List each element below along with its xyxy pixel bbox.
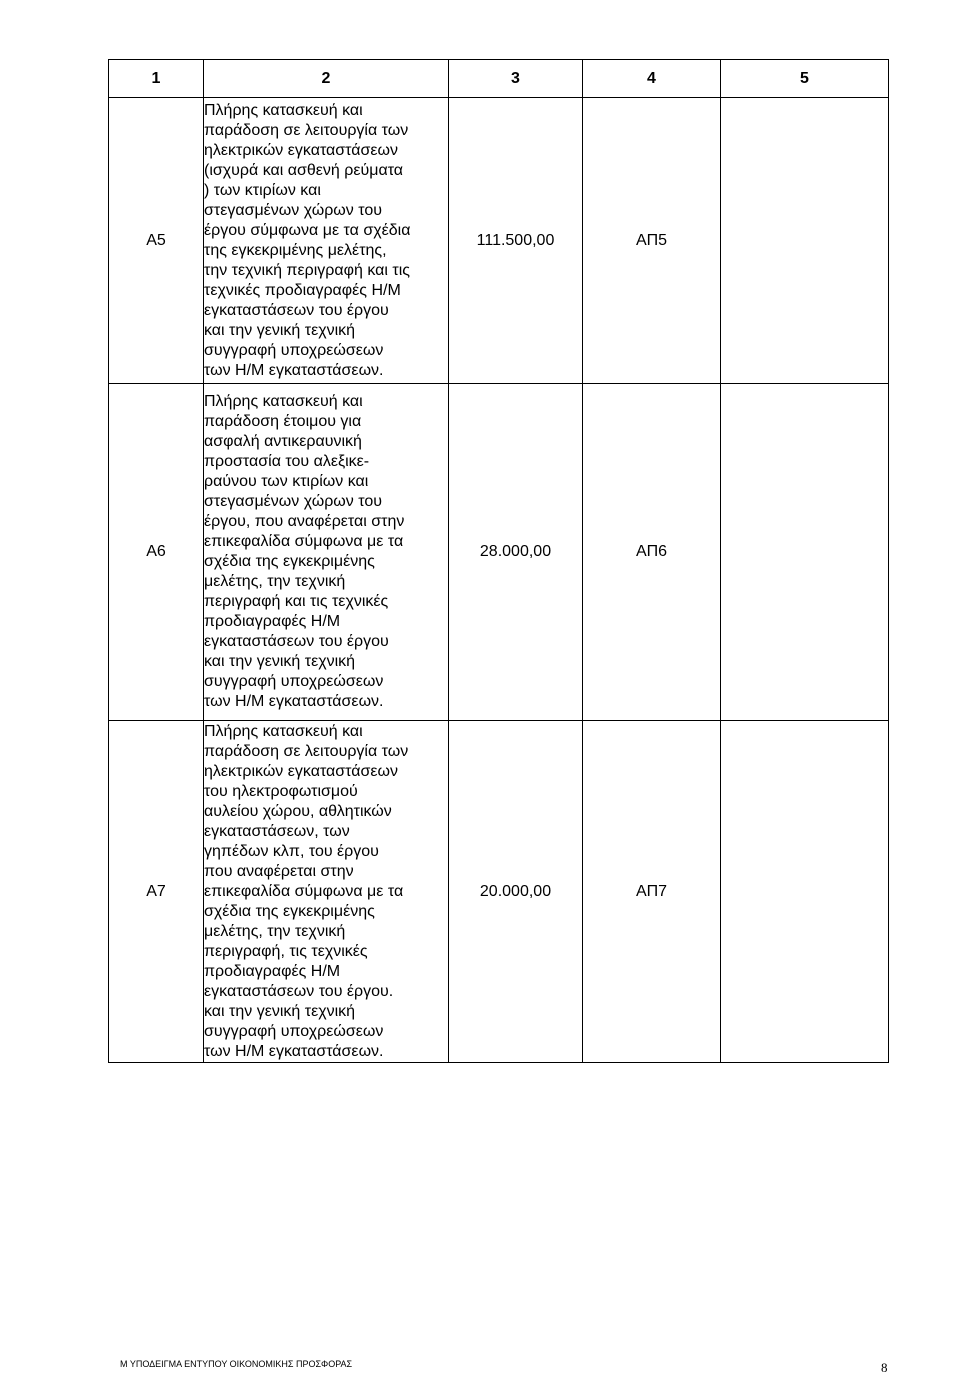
- item-article-code: ΑΠ7: [583, 721, 721, 1063]
- description-line: προδιαγραφές Η/Μ: [204, 962, 341, 980]
- description-line: έργου σύμφωνα με τα σχέδια: [204, 221, 411, 239]
- description-line: σχέδια της εγκεκριμένης: [204, 553, 375, 570]
- description-line: ραύνου των κτιρίων και: [204, 473, 369, 490]
- item-description: [204, 384, 449, 721]
- description-line: εγκαταστάσεων του έργου: [204, 633, 389, 650]
- description-line: της εγκεκριμένης μελέτης,: [204, 241, 387, 259]
- item-description: [204, 98, 449, 384]
- table-header-row: [109, 60, 889, 98]
- item-article-code: ΑΠ6: [583, 384, 721, 721]
- description-line: (ισχυρά και ασθενή ρεύματα: [204, 161, 404, 179]
- page-number: 8: [881, 1360, 888, 1375]
- description-line: αυλείου χώρου, αθλητικών: [204, 802, 392, 820]
- item-amount: 20.000,00: [449, 721, 583, 1063]
- description-line: στεγασμένων χώρων του: [204, 201, 382, 219]
- description-line: και την γενική τεχνική: [204, 1002, 356, 1020]
- item-description: [204, 721, 449, 1063]
- description-line: την τεχνική περιγραφή και τις: [204, 261, 410, 279]
- description-line: επικεφαλίδα σύμφωνα με τα: [204, 533, 404, 550]
- description-line: εγκαταστάσεων του έργου.: [204, 982, 394, 1000]
- description-line: των Η/Μ εγκαταστάσεων.: [204, 693, 384, 710]
- description-line: των Η/Μ εγκαταστάσεων.: [204, 1042, 384, 1060]
- column-header-1: 1: [109, 60, 204, 98]
- description-line: ηλεκτρικών εγκαταστάσεων: [204, 141, 398, 159]
- description-line: παράδοση σε λειτουργία των: [204, 121, 409, 139]
- price-table: [108, 59, 889, 1063]
- description-line: γηπέδων κλπ, του έργου: [204, 842, 379, 860]
- item-empty-cell: [721, 384, 889, 721]
- description-line: και την γενική τεχνική: [204, 653, 356, 670]
- description-line: εγκαταστάσεων του έργου: [204, 301, 389, 319]
- description-line: τεχνικές προδιαγραφές Η/Μ: [204, 281, 401, 299]
- description-line: συγγραφή υποχρεώσεων: [204, 341, 384, 359]
- description-line: Πλήρης κατασκευή και: [204, 722, 363, 740]
- description-line: Πλήρης κατασκευή και: [204, 393, 363, 410]
- item-code-label: Α6: [109, 384, 204, 721]
- description-line: περιγραφή και τις τεχνικές: [204, 593, 389, 610]
- description-line: παράδοση έτοιμου για: [204, 413, 362, 430]
- description-line: μελέτης, την τεχνική: [204, 573, 346, 590]
- description-line: επικεφαλίδα σύμφωνα με τα: [204, 882, 404, 900]
- description-line: έργου, που αναφέρεται στην: [204, 513, 405, 530]
- footer-title: Μ ΥΠΟΔΕΙΓΜΑ ΕΝΤΥΠΟΥ ΟΙΚΟΝΟΜΙΚΗΣ ΠΡΟΣΦΟΡΑΣ: [120, 1359, 353, 1369]
- description-line: εγκαταστάσεων, των: [204, 822, 350, 840]
- column-header-3: 3: [449, 60, 583, 98]
- table-row: [109, 98, 889, 384]
- table-row: [109, 721, 889, 1063]
- description-line: που αναφέρεται στην: [204, 862, 354, 880]
- description-line: συγγραφή υποχρεώσεων: [204, 1022, 384, 1040]
- description-line: ) των κτιρίων και: [204, 181, 321, 199]
- description-line: των Η/Μ εγκαταστάσεων.: [204, 361, 384, 379]
- item-empty-cell: [721, 721, 889, 1063]
- column-header-5: 5: [721, 60, 889, 98]
- item-code-label: Α5: [109, 98, 204, 384]
- description-line: προδιαγραφές Η/Μ: [204, 613, 341, 630]
- description-line: του ηλεκτροφωτισμού: [204, 782, 358, 800]
- description-line: προστασία του αλεξικε-: [204, 453, 370, 470]
- description-line: στεγασμένων χώρων του: [204, 493, 382, 510]
- description-line: και την γενική τεχνική: [204, 321, 356, 339]
- description-line: Πλήρης κατασκευή και: [204, 101, 363, 119]
- description-line: συγγραφή υποχρεώσεων: [204, 673, 384, 690]
- column-header-4: 4: [583, 60, 721, 98]
- item-amount: 111.500,00: [449, 98, 583, 384]
- table-row: [109, 384, 889, 721]
- item-amount: 28.000,00: [449, 384, 583, 721]
- description-line: παράδοση σε λειτουργία των: [204, 742, 409, 760]
- description-line: ασφαλή αντικεραυνική: [204, 433, 362, 450]
- column-header-2: 2: [204, 60, 449, 98]
- description-line: μελέτης, την τεχνική: [204, 922, 346, 940]
- item-code-label: Α7: [109, 721, 204, 1063]
- description-line: σχέδια της εγκεκριμένης: [204, 902, 375, 920]
- description-line: περιγραφή, τις τεχνικές: [204, 942, 368, 960]
- description-line: ηλεκτρικών εγκαταστάσεων: [204, 762, 398, 780]
- item-empty-cell: [721, 98, 889, 384]
- item-article-code: ΑΠ5: [583, 98, 721, 384]
